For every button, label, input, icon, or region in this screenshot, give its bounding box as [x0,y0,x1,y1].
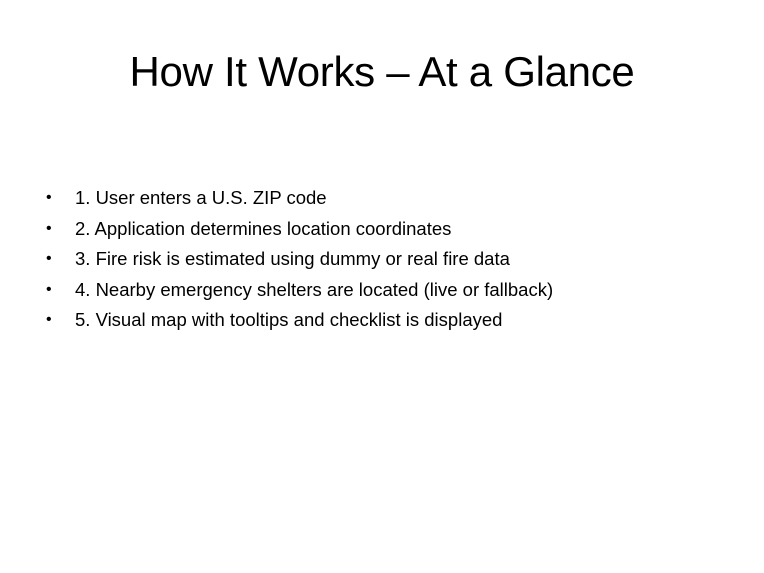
bullet-text: 1. User enters a U.S. ZIP code [75,187,327,208]
bullet-text: 2. Application determines location coordinates [75,217,452,239]
list-item [40,244,740,275]
bullet-text: 4. Nearby emergency shelters are located (live or fallback) [75,278,554,300]
bullet-list [40,183,740,336]
bullet-text: 3. Fire risk is estimated using dummy or real fire data [75,248,510,269]
list-item [40,305,740,336]
bullet-icon: • [46,189,52,206]
bullet-icon: • [46,280,52,298]
slide-title: How It Works – At a Glance [129,48,635,95]
list-item [40,214,740,245]
bullet-icon: • [46,311,52,328]
list-item [40,183,740,214]
bullet-icon: • [46,250,52,267]
bullet-icon: • [46,219,52,237]
list-item [40,275,740,306]
bullet-text: 5. Visual map with tooltips and checklist is displayed [75,309,503,330]
